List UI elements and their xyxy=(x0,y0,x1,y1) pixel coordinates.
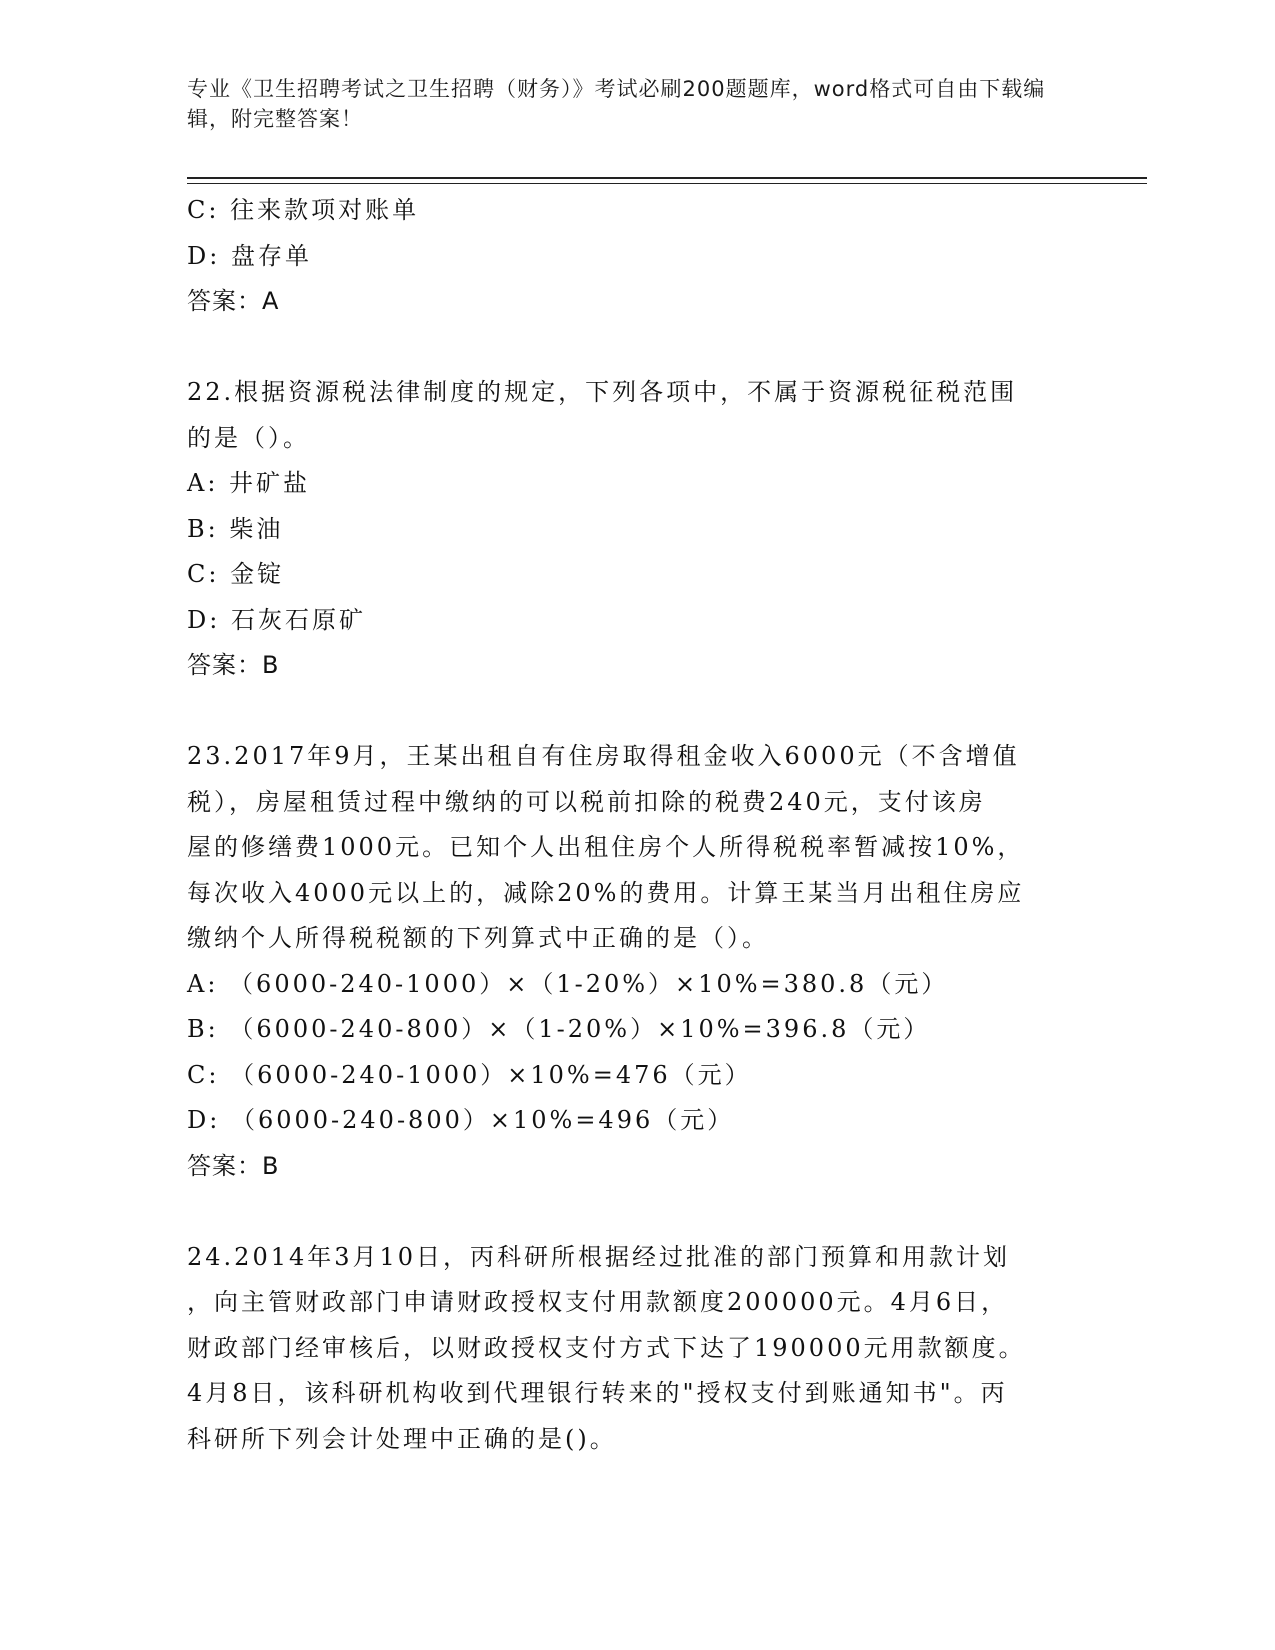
header-divider-thick xyxy=(187,177,1147,179)
question-stem-line: 缴纳个人所得税税额的下列算式中正确的是（）。 xyxy=(187,924,769,952)
option-c: C: 往来款项对账单 xyxy=(187,196,420,224)
question-stem-line: 税），房屋租赁过程中缴纳的可以税前扣除的税费240元，支付该房 xyxy=(187,787,986,816)
header-title: 专业《卫生招聘考试之卫生招聘（财务）》考试必刷200题题库，word格式可自由下载编辑，附完整答案！ xyxy=(187,77,1046,131)
question-stem-line: 财政部门经审核后，以财政授权支付方式下达了190000元用款额度。 xyxy=(187,1333,1026,1362)
option-a: A: （6000-240-1000）×（1-20%）×10%=380.8（元） xyxy=(187,969,949,998)
option-c: C: （6000-240-1000）×10%=476（元） xyxy=(187,1060,752,1089)
spacer xyxy=(187,689,1087,735)
question-stem-line: 22.根据资源税法律制度的规定，下列各项中，不属于资源税征税范围 xyxy=(187,378,1018,406)
question-23 xyxy=(187,734,1087,1189)
question-24 xyxy=(187,1235,1087,1463)
document-header xyxy=(187,74,1067,134)
answer-line: 答案：B xyxy=(187,1151,280,1180)
question-stem-line: 科研所下列会计处理中正确的是()。 xyxy=(187,1424,617,1453)
question-21-tail xyxy=(187,188,1087,325)
option-d: D: 盘存单 xyxy=(187,241,312,270)
question-stem-line: 4月8日，该科研机构收到代理银行转来的"授权支付到账通知书"。丙 xyxy=(187,1379,1008,1407)
spacer xyxy=(187,1189,1087,1235)
option-d: D: （6000-240-800）×10%=496（元） xyxy=(187,1106,735,1134)
question-stem-line: 24.2014年3月10日，丙科研所根据经过批准的部门预算和用款计划 xyxy=(187,1242,1011,1271)
question-stem-line: 的是（）。 xyxy=(187,423,310,452)
spacer xyxy=(187,325,1087,371)
header-divider-thin xyxy=(187,183,1147,184)
question-content xyxy=(187,188,1087,1462)
option-b: B: （6000-240-800）×（1-20%）×10%=396.8（元） xyxy=(187,1015,931,1043)
option-c: C: 金锭 xyxy=(187,560,285,588)
option-a: A: 井矿盐 xyxy=(187,469,311,497)
question-stem-line: ，向主管财政部门申请财政授权支付用款额度200000元。4月6日， xyxy=(187,1288,1009,1316)
option-b: B: 柴油 xyxy=(187,514,284,543)
question-stem-line: 屋的修缮费1000元。已知个人出租住房个人所得税税率暂减按10%， xyxy=(187,833,1025,861)
question-stem-line: 每次收入4000元以上的，减除20%的费用。计算王某当月出租住房应 xyxy=(187,878,1025,907)
answer-line: 答案：B xyxy=(187,651,280,679)
question-22 xyxy=(187,370,1087,689)
question-stem-line: 23.2017年9月，王某出租自有住房取得租金收入6000元（不含增值 xyxy=(187,742,1020,770)
answer-line: 答案：A xyxy=(187,287,280,315)
option-d: D: 石灰石原矿 xyxy=(187,605,366,634)
